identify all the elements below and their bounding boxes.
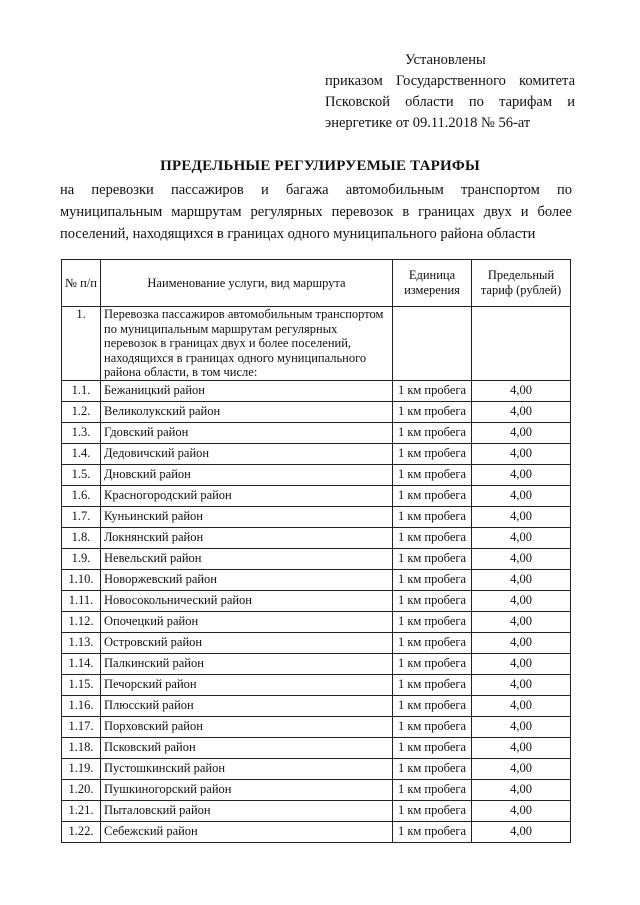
header-name: Наименование услуги, вид маршрута — [101, 260, 393, 307]
cell-name: Пыталовский район — [101, 800, 393, 821]
table-row — [62, 758, 571, 779]
table-row-intro — [62, 307, 571, 381]
table-header-row — [62, 260, 571, 307]
cell-tariff: 4,00 — [472, 653, 571, 674]
cell-unit: 1 км пробега — [393, 821, 472, 842]
approval-line: Установлены — [405, 52, 486, 68]
cell-num: 1.15. — [62, 674, 101, 695]
cell-name: Островский район — [101, 632, 393, 653]
table-row — [62, 653, 571, 674]
cell-name: Псковский район — [101, 737, 393, 758]
cell-num: 1.7. — [62, 506, 101, 527]
cell-tariff: 4,00 — [472, 695, 571, 716]
cell-unit: 1 км пробега — [393, 401, 472, 422]
cell-unit: 1 км пробега — [393, 443, 472, 464]
cell-unit: 1 км пробега — [393, 800, 472, 821]
cell-name: Перевозка пассажиров автомобильным транспортом по муниципальным маршрутам регулярных перевозок в границах двух и более поселений, находящихся в границах одного муниципального района области, в том числе: — [101, 307, 393, 381]
table-row — [62, 800, 571, 821]
cell-name: Гдовский район — [101, 422, 393, 443]
table-row — [62, 737, 571, 758]
cell-tariff: 4,00 — [472, 506, 571, 527]
cell-unit: 1 км пробега — [393, 779, 472, 800]
cell-unit: 1 км пробега — [393, 674, 472, 695]
cell-num: 1.22. — [62, 821, 101, 842]
cell-tariff: 4,00 — [472, 401, 571, 422]
cell-unit: 1 км пробега — [393, 716, 472, 737]
table-row — [62, 779, 571, 800]
cell-unit: 1 км пробега — [393, 590, 472, 611]
cell-unit: 1 км пробега — [393, 653, 472, 674]
cell-num: 1.6. — [62, 485, 101, 506]
approval-block — [325, 50, 575, 134]
cell-name: Себежский район — [101, 821, 393, 842]
cell-tariff: 4,00 — [472, 716, 571, 737]
cell-name: Куньинский район — [101, 506, 393, 527]
cell-name: Пустошкинский район — [101, 758, 393, 779]
cell-tariff: 4,00 — [472, 422, 571, 443]
table-row — [62, 590, 571, 611]
cell-tariff: 4,00 — [472, 611, 571, 632]
cell-num: 1.10. — [62, 569, 101, 590]
subtitle-line: муниципальным маршрутам регулярных перевозок в границах двух и более — [60, 204, 572, 220]
cell-name: Дновский район — [101, 464, 393, 485]
cell-num: 1.5. — [62, 464, 101, 485]
cell-tariff: 4,00 — [472, 485, 571, 506]
approval-line: Псковской области по тарифам и — [325, 94, 575, 110]
cell-num: 1.4. — [62, 443, 101, 464]
cell-num: 1.11. — [62, 590, 101, 611]
cell-name: Пушкиногорский район — [101, 779, 393, 800]
cell-unit: 1 км пробега — [393, 380, 472, 401]
table-row — [62, 506, 571, 527]
cell-tariff: 4,00 — [472, 821, 571, 842]
cell-name: Печорский район — [101, 674, 393, 695]
table-row — [62, 464, 571, 485]
table-row — [62, 611, 571, 632]
header-num: № п/п — [62, 260, 101, 307]
cell-num: 1.16. — [62, 695, 101, 716]
cell-tariff: 4,00 — [472, 590, 571, 611]
table-row — [62, 632, 571, 653]
cell-unit: 1 км пробега — [393, 506, 472, 527]
cell-num: 1.3. — [62, 422, 101, 443]
cell-name: Дедовичский район — [101, 443, 393, 464]
table-row — [62, 527, 571, 548]
subtitle-line: на перевозки пассажиров и багажа автомобильным транспортом по — [60, 182, 572, 198]
table-row — [62, 422, 571, 443]
tariff-table — [61, 259, 571, 843]
cell-tariff: 4,00 — [472, 674, 571, 695]
cell-num: 1.1. — [62, 380, 101, 401]
cell-num: 1.13. — [62, 632, 101, 653]
cell-num: 1.18. — [62, 737, 101, 758]
cell-tariff: 4,00 — [472, 569, 571, 590]
table-row — [62, 548, 571, 569]
cell-tariff: 4,00 — [472, 632, 571, 653]
cell-tariff — [472, 307, 571, 381]
header-unit: Единица измерения — [393, 260, 472, 307]
cell-unit: 1 км пробега — [393, 527, 472, 548]
document-title: ПРЕДЕЛЬНЫЕ РЕГУЛИРУЕМЫЕ ТАРИФЫ — [160, 158, 480, 174]
cell-tariff: 4,00 — [472, 527, 571, 548]
approval-line: приказом Государственного комитета — [325, 73, 575, 89]
cell-unit: 1 км пробега — [393, 569, 472, 590]
cell-unit: 1 км пробега — [393, 611, 472, 632]
cell-tariff: 4,00 — [472, 464, 571, 485]
cell-tariff: 4,00 — [472, 758, 571, 779]
table-row — [62, 380, 571, 401]
cell-unit: 1 км пробега — [393, 422, 472, 443]
cell-name: Невельский район — [101, 548, 393, 569]
cell-tariff: 4,00 — [472, 380, 571, 401]
cell-unit: 1 км пробега — [393, 737, 472, 758]
cell-name: Новосокольнический район — [101, 590, 393, 611]
cell-num: 1. — [62, 307, 101, 381]
cell-name: Бежаницкий район — [101, 380, 393, 401]
cell-unit — [393, 307, 472, 381]
document-subtitle — [60, 179, 572, 245]
cell-num: 1.19. — [62, 758, 101, 779]
cell-name: Плюсский район — [101, 695, 393, 716]
table-row — [62, 569, 571, 590]
table-row — [62, 695, 571, 716]
cell-unit: 1 км пробега — [393, 695, 472, 716]
table-row — [62, 674, 571, 695]
cell-num: 1.20. — [62, 779, 101, 800]
header-tariff: Предельный тариф (рублей) — [472, 260, 571, 307]
cell-unit: 1 км пробега — [393, 548, 472, 569]
table-row — [62, 401, 571, 422]
cell-tariff: 4,00 — [472, 548, 571, 569]
cell-num: 1.12. — [62, 611, 101, 632]
table-row — [62, 485, 571, 506]
cell-unit: 1 км пробега — [393, 485, 472, 506]
approval-line: энергетике от 09.11.2018 № 56-ат — [325, 115, 531, 131]
cell-unit: 1 км пробега — [393, 464, 472, 485]
cell-unit: 1 км пробега — [393, 632, 472, 653]
cell-name: Новоржевский район — [101, 569, 393, 590]
cell-tariff: 4,00 — [472, 443, 571, 464]
cell-num: 1.2. — [62, 401, 101, 422]
cell-tariff: 4,00 — [472, 737, 571, 758]
cell-num: 1.9. — [62, 548, 101, 569]
subtitle-line: поселений, находящихся в границах одного муниципального района области — [60, 226, 536, 242]
cell-num: 1.21. — [62, 800, 101, 821]
cell-name: Палкинский район — [101, 653, 393, 674]
cell-num: 1.14. — [62, 653, 101, 674]
table-row — [62, 821, 571, 842]
cell-name: Порховский район — [101, 716, 393, 737]
table-row — [62, 443, 571, 464]
cell-name: Красногородский район — [101, 485, 393, 506]
cell-unit: 1 км пробега — [393, 758, 472, 779]
cell-name: Локнянский район — [101, 527, 393, 548]
cell-name: Опочецкий район — [101, 611, 393, 632]
cell-tariff: 4,00 — [472, 779, 571, 800]
table-row — [62, 716, 571, 737]
cell-num: 1.17. — [62, 716, 101, 737]
cell-num: 1.8. — [62, 527, 101, 548]
cell-name: Великолукский район — [101, 401, 393, 422]
cell-tariff: 4,00 — [472, 800, 571, 821]
